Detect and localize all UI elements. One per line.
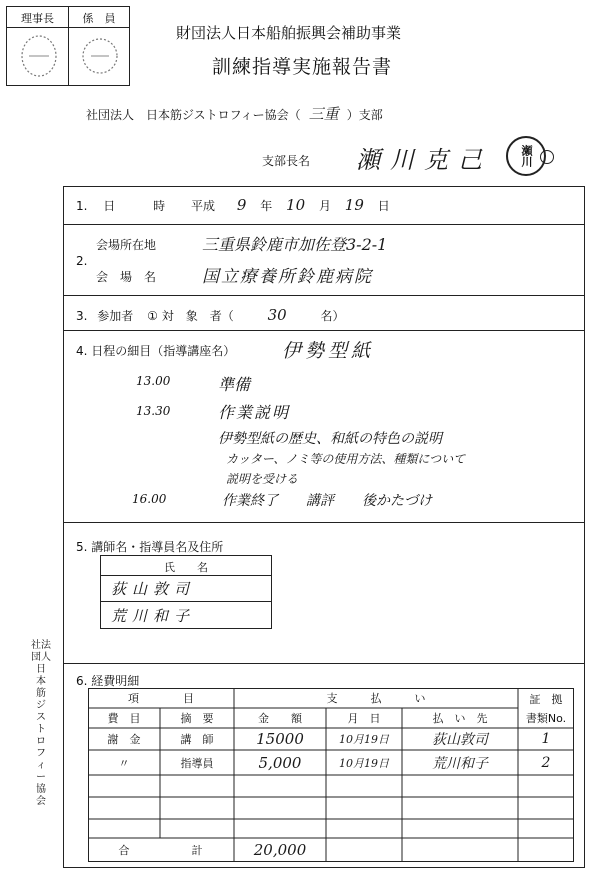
- venue-value: 国立療養所鈴鹿病院: [202, 267, 373, 287]
- schedule-item: 準備: [218, 375, 251, 394]
- side-label-char: フ: [36, 748, 46, 759]
- instructor-table: [100, 555, 272, 629]
- course-name: 伊勢型紙: [282, 340, 375, 362]
- expense-head-amount: 金 額: [258, 712, 302, 725]
- expense-amount: 5,000: [258, 753, 302, 772]
- side-label-char: ス: [36, 712, 46, 723]
- schedule-time: 13.30: [136, 404, 171, 418]
- chairman-label: 理事長: [21, 12, 54, 25]
- section4-label: 4. 日程の細目（指導講座名）: [76, 344, 236, 358]
- day-value: 19: [344, 196, 364, 214]
- expense-head-detail: 摘 要: [180, 712, 214, 725]
- schedule-time: 16.00: [132, 492, 167, 506]
- expense-head-proof2: 書類No.: [525, 712, 567, 725]
- header-line1: 財団法人日本船舶振興会補助事業: [176, 24, 402, 42]
- total-label-b: 計: [191, 844, 203, 857]
- chairman-stamp-icon: [19, 33, 59, 79]
- side-label-chars: [30, 664, 52, 808]
- branch-head-name: 瀬川克己: [356, 146, 492, 174]
- side-label-char: ト: [36, 724, 46, 735]
- section5-label: 5. 講師名・指導員名及住所: [76, 540, 224, 554]
- side-label-char: ー: [36, 772, 46, 783]
- expense-payee: 荒川和子: [432, 755, 488, 772]
- stamp-box: [6, 6, 130, 86]
- instructor-name: 荒川和子: [111, 607, 196, 625]
- expense-table: [88, 688, 574, 862]
- expense-head-payment: 支 払 い: [326, 692, 426, 705]
- staff-label: 係 員: [82, 12, 116, 25]
- expense-head-date: 月 日: [347, 712, 381, 725]
- side-label-char: 筋: [36, 688, 46, 699]
- schedule-item: カッター、ノミ等の使用方法、種類について: [226, 452, 466, 466]
- expense-head-proof: 証 拠: [529, 693, 563, 706]
- total-amount: 20,000: [253, 841, 307, 859]
- expense-amount: 15000: [256, 730, 304, 748]
- location-label: 会場所在地: [96, 238, 157, 252]
- side-label-char: ジ: [36, 700, 46, 711]
- section6-label: 6. 経費明細: [76, 674, 140, 688]
- branch-name: 三重: [308, 105, 339, 123]
- side-label-char: 協: [36, 784, 46, 795]
- expense-head-payee: 払 い 先: [432, 712, 488, 725]
- instructor-name: 荻山敦司: [111, 580, 196, 598]
- month-value: 10: [286, 196, 306, 214]
- instructor-col-header: 氏 名: [164, 561, 208, 574]
- section1: 1. 日 時 平成 9 年 10 月 19 日: [76, 196, 390, 214]
- expense-date: 10月19日: [339, 756, 389, 770]
- venue-label: 会 場 名: [96, 270, 157, 284]
- expense-head-cost-item: 費 目: [107, 712, 141, 725]
- org-prefix: 社団法人 日本筋ジストロフィー協会（: [86, 108, 301, 122]
- schedule-time: 13.00: [136, 374, 171, 388]
- expense-head-item: 項 目: [128, 692, 194, 705]
- expense-detail: 指導員: [180, 756, 214, 770]
- page-title: 訓練指導実施報告書: [212, 56, 393, 78]
- side-label-char: 会: [36, 796, 46, 807]
- section2-num: 2.: [76, 254, 88, 268]
- side-label-char: 本: [36, 676, 46, 687]
- expense-payee: 荻山敦司: [432, 732, 488, 748]
- schedule-item: 作業説明: [218, 403, 291, 422]
- location-value: 三重県鈴鹿市加佐登3-2-1: [202, 235, 388, 254]
- org-line: [86, 103, 383, 124]
- year-value: 9: [236, 196, 247, 214]
- org-suffix: ）支部: [346, 108, 383, 122]
- seal-text: 瀬川: [520, 145, 533, 167]
- side-label-char: ィ: [36, 760, 46, 771]
- side-label: 社法 団人 日 本 筋 ジ ス ト ロ フ ィ ー 協 会: [31, 640, 51, 807]
- schedule-item: 伊勢型紙の歴史、和紙の特色の説明: [218, 431, 442, 447]
- schedule-item: 説明を受ける: [226, 472, 299, 486]
- staff-stamp-icon: [81, 35, 119, 77]
- participant-count: 30: [267, 306, 287, 324]
- schedule-item: 作業終了 講評 後かたづけ: [222, 493, 432, 509]
- expense-proof: 1: [541, 731, 551, 747]
- branch-head-label: 支部長名: [262, 154, 311, 168]
- expense-date: 10月19日: [339, 733, 389, 746]
- expense-detail: 講 師: [180, 733, 214, 746]
- section3: 3. 参加者 ① 対 象 者（ 30 名）: [76, 306, 345, 324]
- side-label-char: ロ: [36, 736, 46, 747]
- expense-cost-item: 謝 金: [107, 733, 141, 746]
- expense-cost-item: 〃: [118, 756, 130, 770]
- seal-mark-icon: [540, 150, 554, 164]
- side-label-char: 日: [36, 664, 46, 675]
- expense-proof: 2: [541, 754, 551, 771]
- total-label-a: 合: [118, 844, 130, 857]
